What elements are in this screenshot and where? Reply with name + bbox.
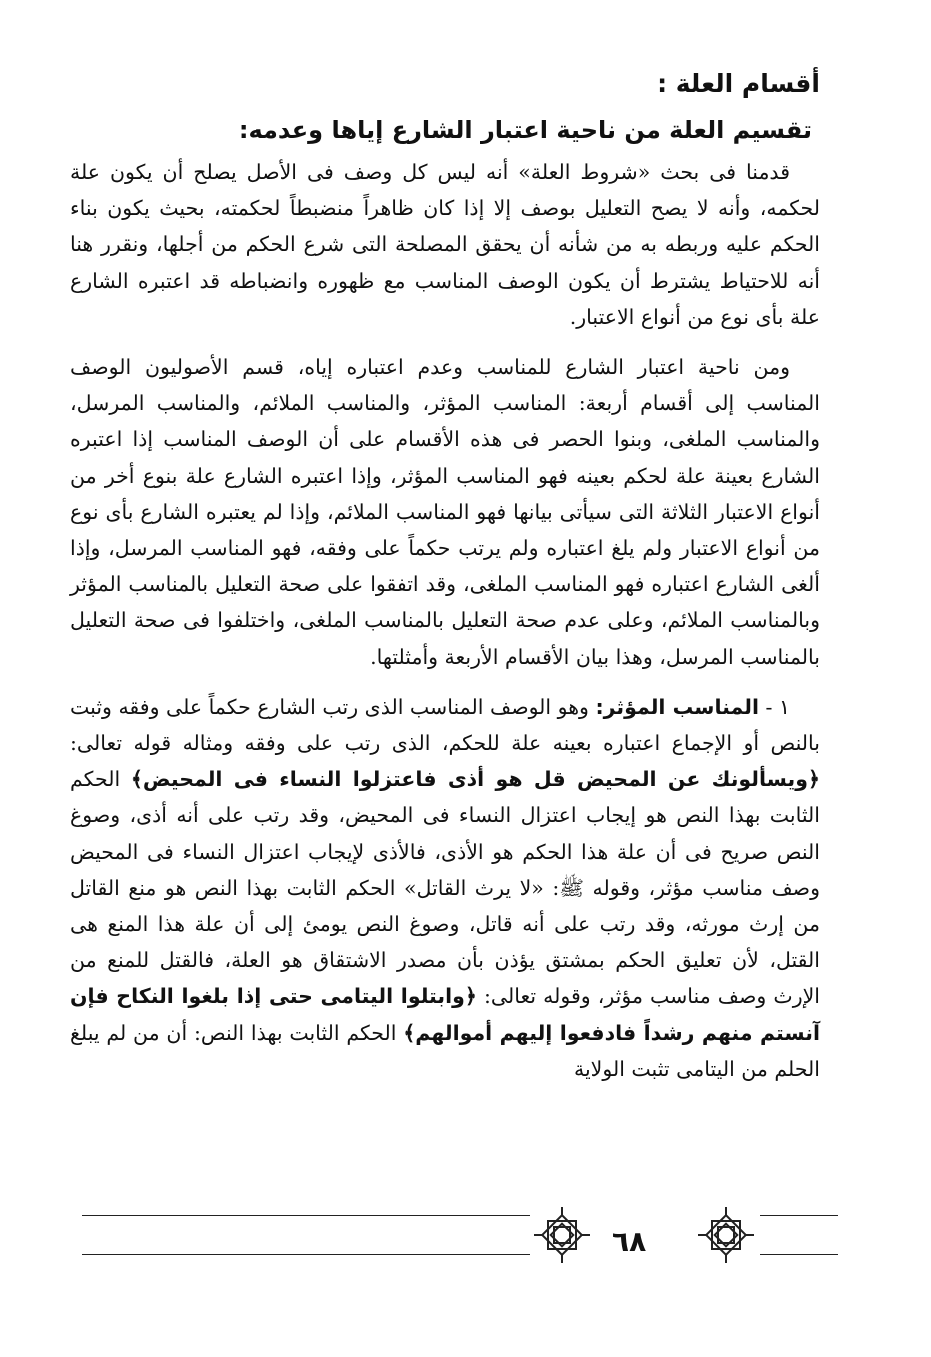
item-term: المناسب المؤثر: [595, 694, 759, 719]
paragraph-item-1 [70, 689, 820, 1087]
paragraph-1: قدمنا فى بحث «شروط العلة» أنه ليس كل وصف فى الأصل يصلح أن يكون علة لحكمه، وأنه لا يصح التعليل بوصف إلا إذا كان ظاهراً منضبطاً لحكمته، بحيث يكون بناء الحكم عليه وربطه به من شأنه أن يحقق المصلحة التى شرع الحكم من أجلها، ونقرر هنا أنه للاحتياط يشترط أن يكون الوصف المناسب مع ظهوره وانضباطه قد اعتبره الشارع علة بأى نوع من أنواع الاعتبار. [70, 160, 820, 329]
item-text-a: وهو الوصف المناسب الذى رتب الشارع حكماً على وفقه وثبت بالنص أو الإجماع اعتباره بعينه علة للحكم، الذى رتب على وفقه ومثاله قوله تعالى: [70, 694, 820, 756]
paragraph-2: ومن ناحية اعتبار الشارع للمناسب وعدم اعتباره إياه، قسم الأصوليون الوصف المناسب إلى أقسام أربعة: المناسب المؤثر، والمناسب الملائم، والمناسب المرسل، والمناسب الملغى، وبنوا الحصر فى هذه الأقسام على أن الوصف المناسب إذا اعتبره الشارع بعينة علة لحكم بعينه فهو المناسب المؤثر، وإذا اعتبره الشارع علة بنوع أخر من أنواع الاعتبار الثلاثة التى سيأتى بيانها فهو المناسب الملائم، وإذا لم يعتبره الشارع بأى نوع من أنواع الاعتبار ولم يلغ اعتباره ولم يرتب حكماً على وفقه، فهو المناسب المرسل، وإذا ألغى الشارع اعتباره فهو المناسب الملغى، وقد اتفقوا على صحة التعليل بالمناسب المؤثر وبالمناسب الملائم، وعلى عدم صحة التعليل بالمناسب الملغى، واختلفوا فى صحة التعليل بالمناسب المرسل، وهذا بيان الأقسام الأربعة وأمثلتها. [70, 355, 820, 669]
footer-rule-left-top [82, 1215, 530, 1216]
page-body [70, 62, 820, 1087]
quran-verse-2: ﴿وابتلوا اليتامى حتى إذا بلغوا النكاح فإن آنستم منهم رشداً فادفعوا إليهم أموالهم﴾ [70, 984, 820, 1045]
quran-verse-1: ﴿ويسألونك عن المحيض قل هو أذى فاعتزلوا النساء فى المحيض﴾ [130, 767, 820, 792]
item-text-c: الحكم الثابت بهذا النص: أن من لم يبلغ الحلم من اليتامى تثبت الولاية [70, 1020, 820, 1081]
footer-rule-right-top [760, 1215, 838, 1216]
star-ornament-icon [532, 1205, 592, 1265]
footer-rule-right-bottom [760, 1254, 838, 1255]
footer-rule-left-bottom [82, 1254, 530, 1255]
section-title: أقسام العلة : [657, 69, 820, 98]
star-ornament-icon [696, 1205, 756, 1265]
page-number: ٦٨ [612, 1225, 647, 1258]
item-text-b: الحكم الثابت بهذا النص هو إيجاب اعتزال النساء فى المحيض، وقد رتب على أنه أذى، وصوغ النص صريح فى أن علة هذا الحكم هو الأذى، فالأذى لإيجاب اعتزال النساء فى المحيض وصف مناسب مؤثر، وقوله ﷺ: «لا يرث القاتل» الحكم الثابت بهذا النص هو منع القاتل من إرث مورثه، وقد رتب على أنه قاتل، وصوغ النص يومئ إلى أن علة هذا المنع هى القتل، لأن تعليق الحكم بمشتق يؤذن بأن مصدر الاشتقاق هو العلة، فالقتل للمنع من الإرث وصف مناسب مؤثر، وقوله تعالى: [70, 767, 820, 1009]
subsection-title: تقسيم العلة من ناحية اعتبار الشارع إياها وعدمه: [238, 116, 812, 144]
item-number: ١ - [765, 694, 790, 719]
